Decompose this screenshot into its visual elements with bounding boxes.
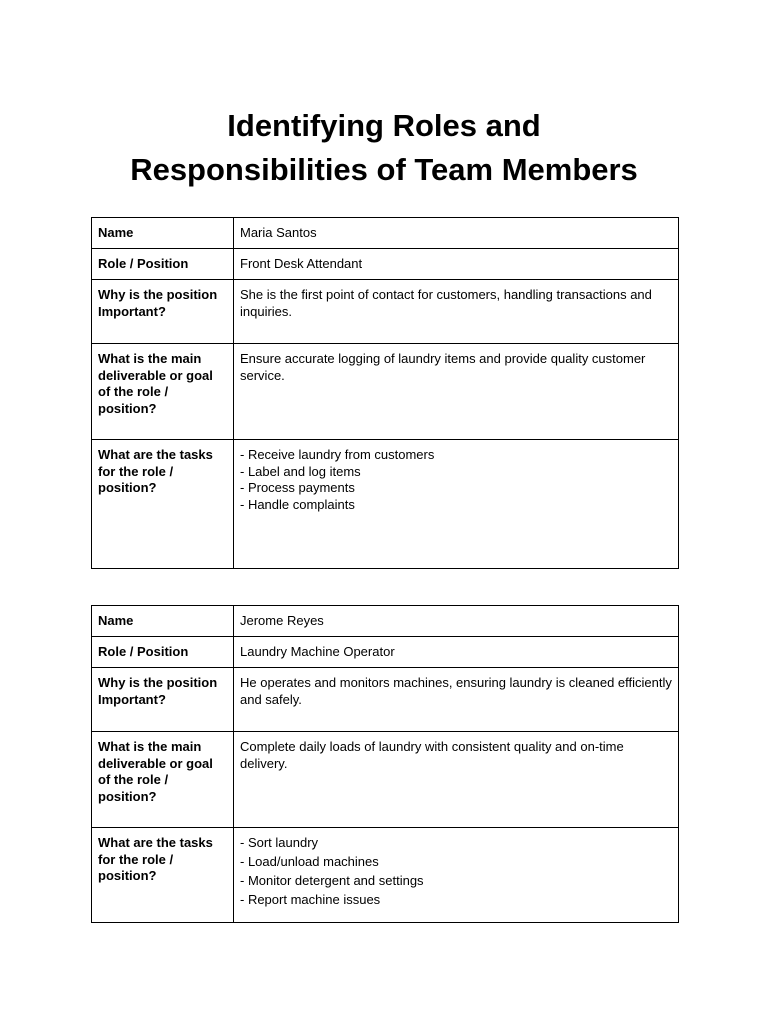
tasks-value-cell [234,828,679,923]
name-label-cell [92,606,234,637]
role-label-cell [92,637,234,668]
importance-value-cell [234,668,679,732]
name-value: Maria Santos [240,225,317,240]
name-value: Jerome Reyes [240,613,324,628]
table-row-name [92,218,679,249]
goal-value: Complete daily loads of laundry with consistent quality and on-time delivery. [240,739,624,771]
table-row-goal [92,344,679,440]
table-row-importance [92,668,679,732]
table-row-tasks [92,440,679,569]
name-label: Name [98,225,134,240]
page-title-line-2: Responsibilities of Team Members [130,152,638,187]
importance-label: Why is the position Important? [98,675,218,707]
tasks-value-cell [234,440,679,569]
table-row-importance [92,280,679,344]
goal-label: What is the main deliverable or goal of the role / position? [98,739,213,804]
name-label-cell [92,218,234,249]
table-row-role [92,249,679,280]
table-row-role [92,637,679,668]
table-row-tasks [92,828,679,923]
role-value: Front Desk Attendant [240,256,363,271]
page-title [0,104,768,192]
role-label: Role / Position [98,256,189,271]
tasks-label: What are the tasks for the role / position? [98,835,213,883]
importance-value: He operates and monitors machines, ensuring laundry is cleaned efficiently and safely. [240,675,672,707]
importance-label-cell [92,668,234,732]
goal-label-cell [92,732,234,828]
tasks-label-cell [92,440,234,569]
importance-value-cell [234,280,679,344]
goal-label-cell [92,344,234,440]
role-value-cell [234,249,679,280]
role-value-cell [234,637,679,668]
importance-label: Why is the position Important? [98,287,218,319]
tasks-list: - Receive laundry from customers - Label and log items - Process payments - Handle complaints [240,447,435,512]
goal-value-cell [234,344,679,440]
table-row-name [92,606,679,637]
goal-value: Ensure accurate logging of laundry items and provide quality customer service. [240,351,646,383]
page-title-line-1: Identifying Roles and [227,108,541,143]
team-member-table-maria-santos [91,217,679,569]
team-member-table-jerome-reyes [91,605,679,923]
role-label-cell [92,249,234,280]
role-value: Laundry Machine Operator [240,644,395,659]
tasks-label: What are the tasks for the role / position? [98,447,213,495]
name-value-cell [234,606,679,637]
importance-value: She is the first point of contact for customers, handling transactions and inquiries. [240,287,652,319]
tasks-list: - Sort laundry - Load/unload machines - Monitor detergent and settings - Report machine issues [240,835,424,907]
role-label: Role / Position [98,644,189,659]
goal-value-cell [234,732,679,828]
name-label: Name [98,613,134,628]
importance-label-cell [92,280,234,344]
table-row-goal [92,732,679,828]
goal-label: What is the main deliverable or goal of the role / position? [98,351,213,416]
tasks-label-cell [92,828,234,923]
name-value-cell [234,218,679,249]
